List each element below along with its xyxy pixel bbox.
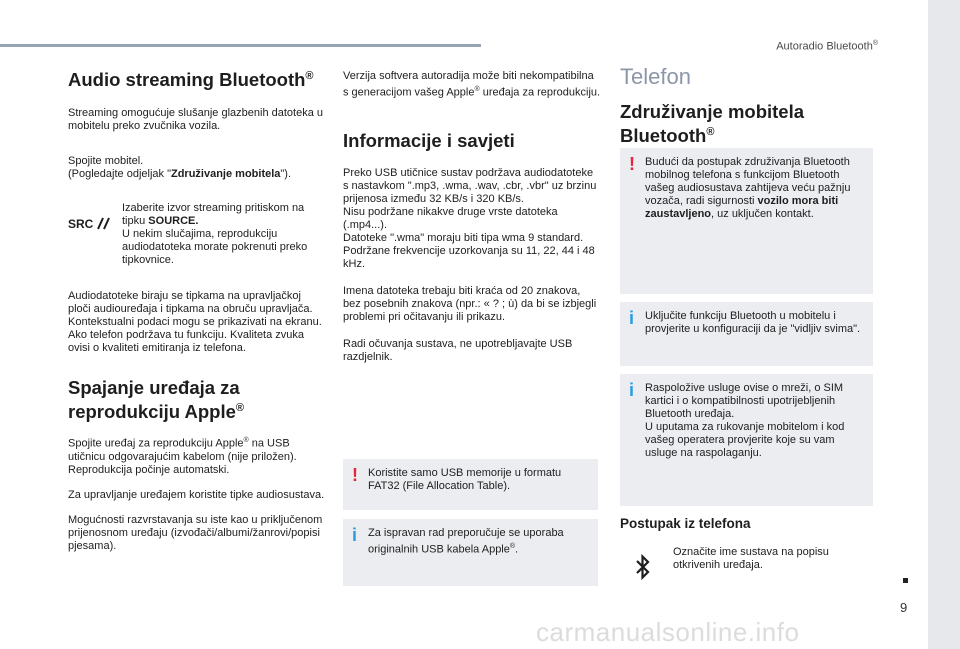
source-block xyxy=(68,202,326,276)
page-marker xyxy=(903,578,908,583)
bluetooth-icon xyxy=(634,554,652,580)
page-number: 9 xyxy=(900,600,908,615)
apple-sort-text: Mogućnosti razvrstavanja su iste kao u priključenom prijenosnom uređaju (izvođači/albumi/žanrovi/popisi pjesama). xyxy=(68,513,323,552)
usb-info-text: Za ispravan rad preporučuje se uporaba originalnih USB kabela Apple®. xyxy=(368,527,564,556)
software-version-text: Verzija softvera autoradija može biti nekompatibilna s generacijom vašeg Apple® uređaja za reprodukciju. xyxy=(343,70,601,99)
side-tab xyxy=(928,0,960,649)
apple-connect-text: Spojite uređaj za reprodukciju Apple® na USB utičnicu odgovarajućim kabelom (nije priložen). Reprodukcija počinje automatski. xyxy=(68,437,297,476)
usb-hub-text: Radi očuvanja sustava, ne upotrebljavajte USB razdjelnik. xyxy=(343,337,573,363)
usb-formats-text: Preko USB utičnice sustav podržava audiodatoteke s nastavkom ".mp3, .wma, .wav, .cbr, .vbr" uz brzinu prijenosa između 32 KB/s i 320 KB/s. Nisu podržane nikakve druge vrste datoteka (.mp4...). Datoteke ".wma" moraju biti tipa wma 9 standard. Podržane frekvencije uzorkovanja su 11, 22, 44 i 48 kHz. xyxy=(343,166,597,270)
info-tips-title: Informacije i savjeti xyxy=(343,129,515,151)
apple-connect-title: Spajanje uređaja za reprodukciju Apple® xyxy=(68,377,245,423)
info-icon: i xyxy=(629,308,635,328)
pairing-title: Združivanje mobitela Bluetooth® xyxy=(620,101,805,147)
column-3 xyxy=(620,64,875,146)
services-info-box xyxy=(620,374,873,506)
header-rule xyxy=(0,44,481,47)
audio-streaming-title: Audio streaming Bluetooth® xyxy=(68,69,314,91)
page-header: Autoradio Bluetooth® xyxy=(776,40,878,53)
bluetooth-info-box xyxy=(620,302,873,366)
apple-control-text: Za upravljanje uređajem koristite tipke audiosustava. xyxy=(68,488,325,501)
usb-warning-box xyxy=(343,459,598,510)
usb-warning-text: Koristite samo USB memorije u formatu FAT32 (File Allocation Table). xyxy=(368,467,562,492)
source-instructions: Izaberite izvor streaming pritiskom na tipku SOURCE. U nekim slučajima, reprodukciju audiodatoteka morate pokrenuti preko tipkovnice. xyxy=(122,202,308,267)
audio-controls-text: Audiodatoteke biraju se tipkama na upravljačkoj ploči audiouređaja i tipkama na obruču upravljača. Kontekstualni podaci mogu se prikazivati na ekranu. Ako telefon podržava tu funkciju. Kvaliteta zvuka ovisi o kvaliteti emitiranja iz telefona. xyxy=(68,290,322,355)
svg-text:SRC: SRC xyxy=(68,217,94,232)
phone-procedure-title: Postupak iz telefona xyxy=(620,516,751,531)
bluetooth-info-text: Uključite funkciju Bluetooth u mobitelu i provjerite u konfiguraciji da je "vidljiv svima". xyxy=(645,310,861,335)
column-2 xyxy=(343,70,601,364)
pairing-warning-text: Budući da postupak združivanja Bluetooth mobilnog telefona s funkcijom Bluetooth vašeg audiosustava zahtijeva veću pažnju vozača, radi sigurnosti vozilo mora biti zaustavljeno, uz uključen kontakt. xyxy=(645,156,851,220)
bluetooth-select-text: Označite ime sustava na popisu otkrivenih uređaja. xyxy=(673,546,829,571)
connect-phone-text: Spojite mobitel. (Pogledajte odjeljak "Združivanje mobitela"). xyxy=(68,155,292,181)
services-info-text: Raspoložive usluge ovise o mreži, o SIM kartici i o kompatibilnosti upotrijebljenih Bluetooth uređaja. U uputama za rukovanje mobitelom i kod vašeg operatera provjerite koje su vam usluge na raspolaganju. xyxy=(645,382,845,459)
telefon-title: Telefon xyxy=(620,64,691,89)
warning-icon: ! xyxy=(352,465,358,485)
info-icon: i xyxy=(352,525,358,545)
column-1 xyxy=(68,60,326,553)
file-names-text: Imena datoteka trebaju biti kraća od 20 znakova, bez posebnih znakova (npr.: « ? ; ù) da bi se izbjegli problemi pri očitavanju ili prikazu. xyxy=(343,284,597,323)
streaming-intro: Streaming omogućuje slušanje glazbenih datoteka u mobitelu preko zvučnika vozila. xyxy=(68,107,323,133)
pairing-warning-box xyxy=(620,148,873,294)
usb-info-box xyxy=(343,519,598,586)
info-icon: i xyxy=(629,380,635,400)
src-button-icon xyxy=(68,216,114,232)
watermark: carmanualsonline.info xyxy=(536,617,800,647)
warning-icon: ! xyxy=(629,154,635,174)
